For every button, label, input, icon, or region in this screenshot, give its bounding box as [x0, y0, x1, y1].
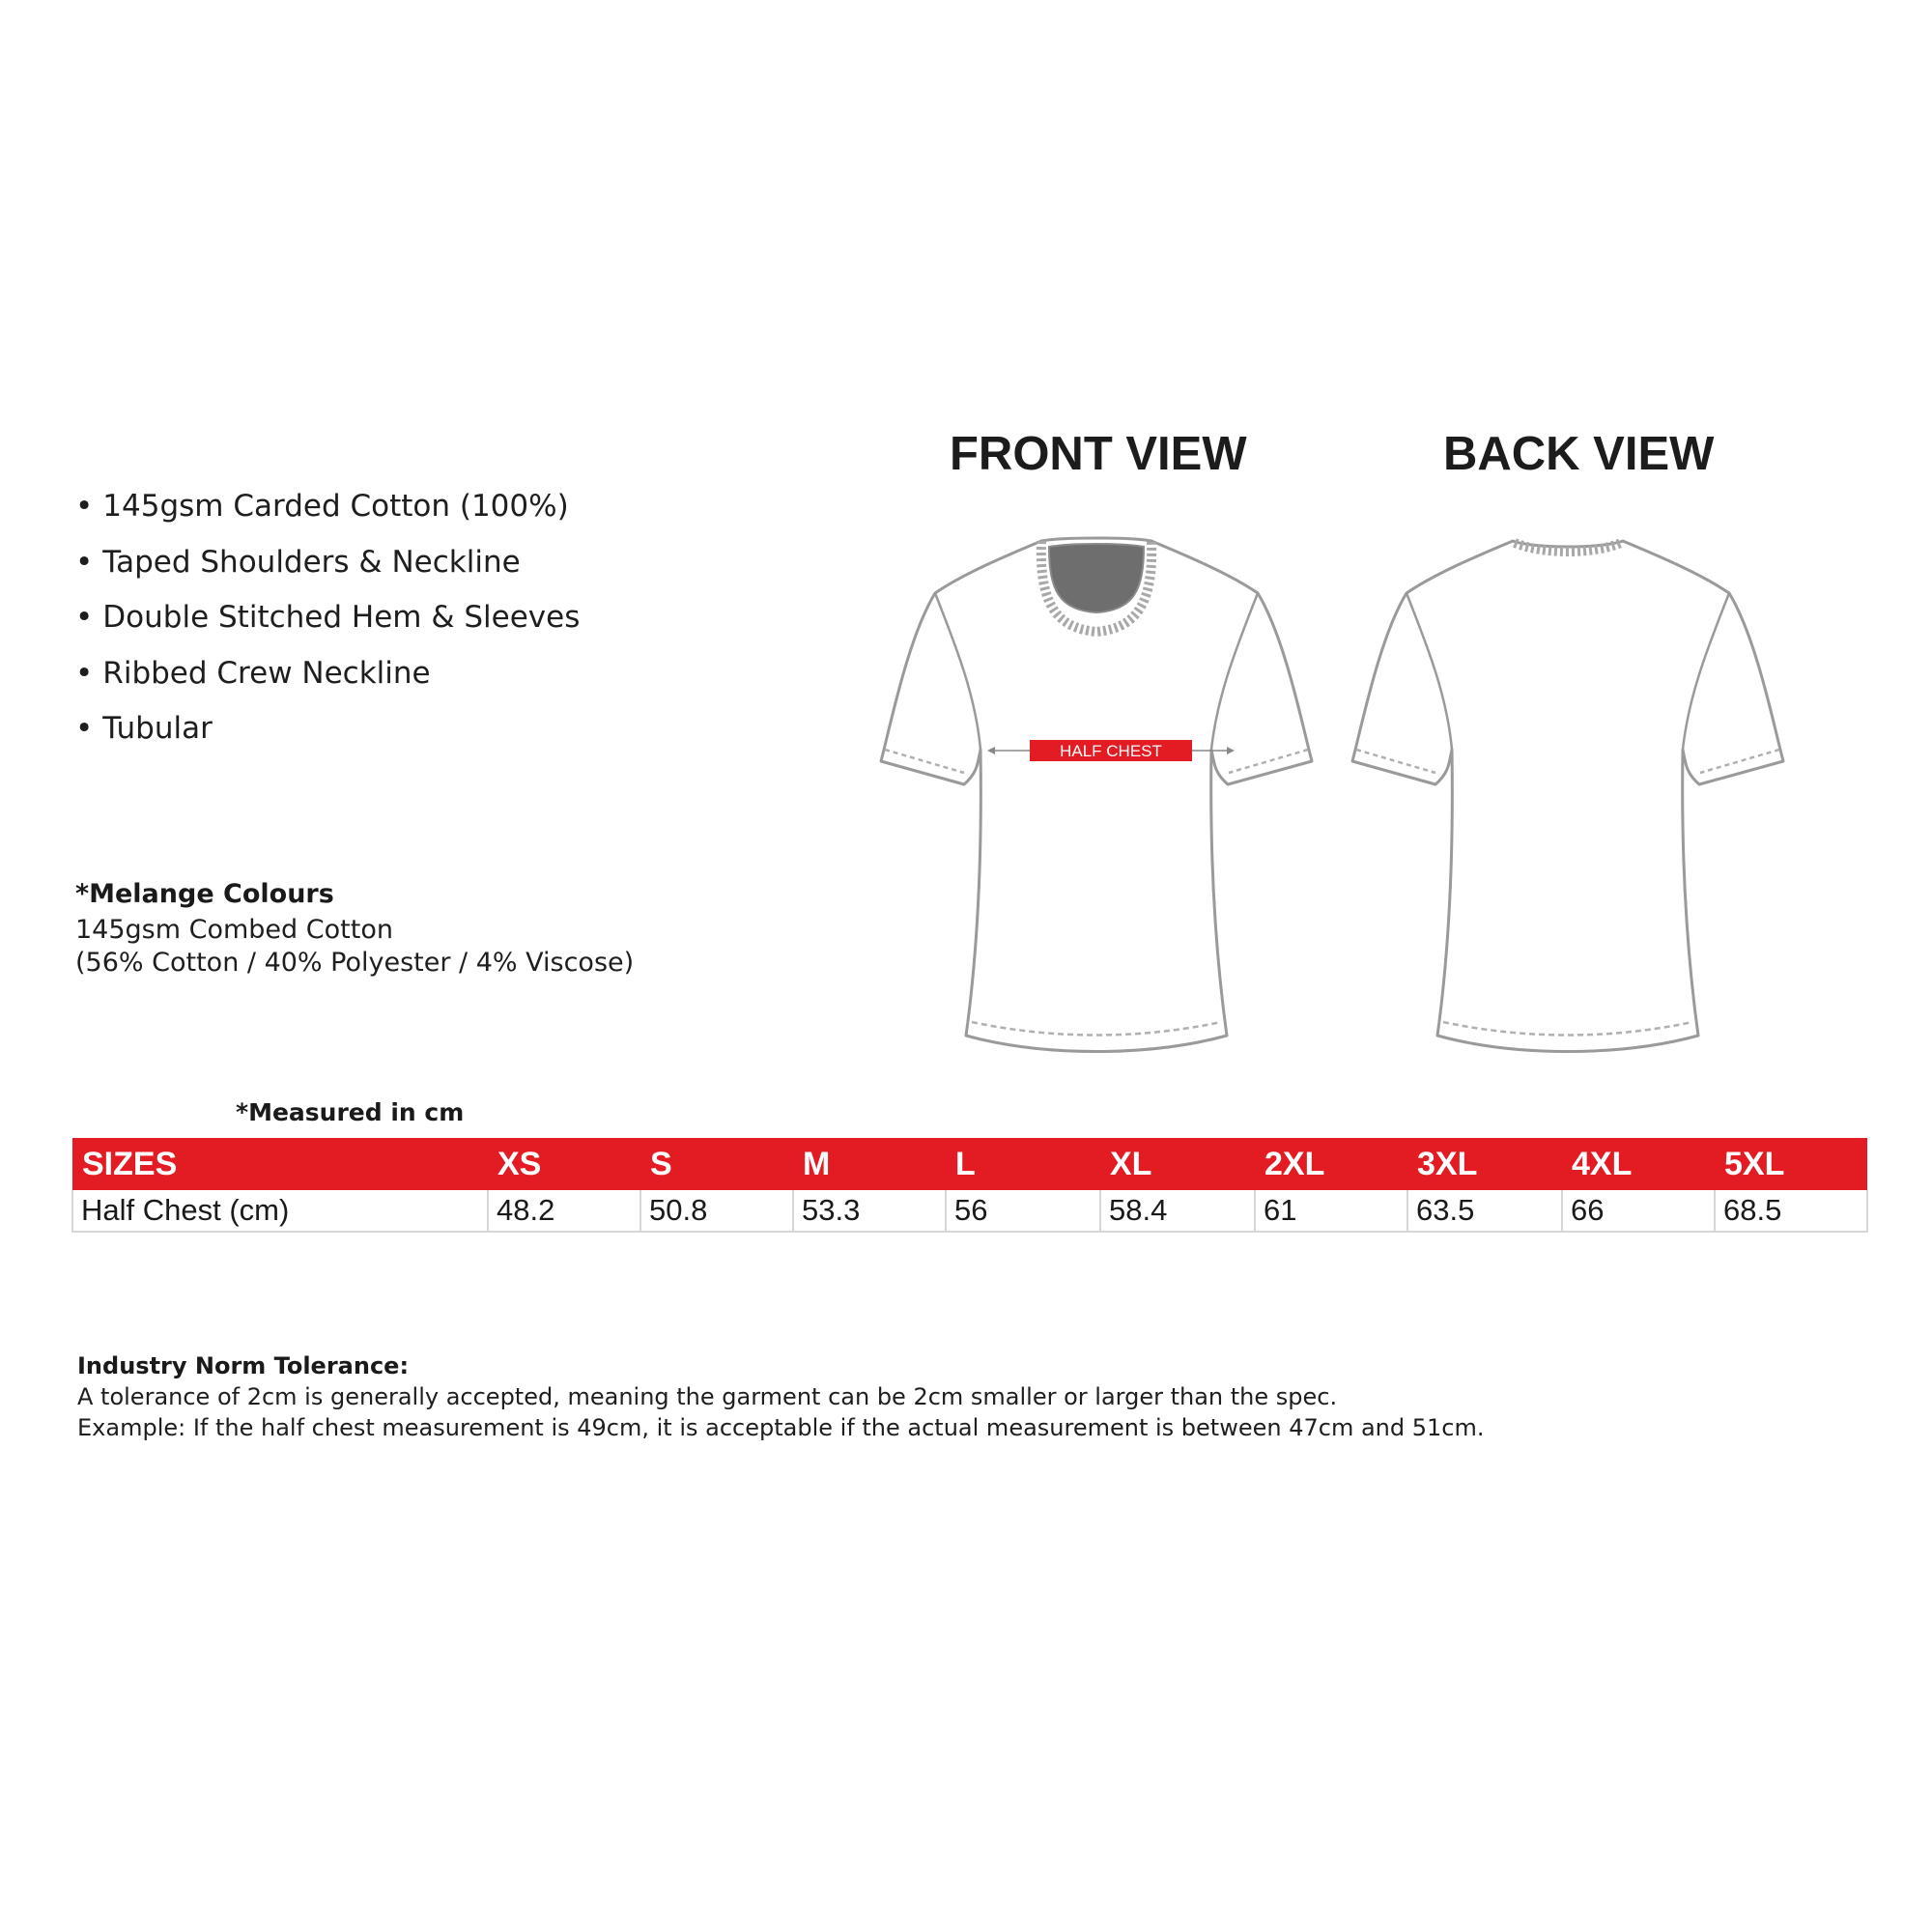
tolerance-note: [77, 1350, 1816, 1443]
melange-title: *Melange Colours: [75, 879, 334, 909]
size-header-l: L: [946, 1138, 1100, 1190]
half-chest-value-xs: 48.2: [488, 1190, 640, 1232]
half-chest-value-s: 50.8: [640, 1190, 793, 1232]
feature-list: [75, 479, 580, 757]
feature-item: [75, 646, 580, 702]
feature-item: [75, 590, 580, 646]
half-chest-label: HALF CHEST: [1060, 742, 1162, 760]
feature-text: Taped Shoulders & Neckline: [102, 544, 521, 580]
half-chest-value-xl: 58.4: [1100, 1190, 1255, 1232]
size-header-m: M: [793, 1138, 946, 1190]
tolerance-text: A tolerance of 2cm is generally accepted, meaning the garment can be 2cm smaller or larger than the spec.: [77, 1383, 1338, 1410]
bullet: •: [75, 544, 94, 580]
size-header-s: S: [640, 1138, 793, 1190]
size-header-xs: XS: [488, 1138, 640, 1190]
size-header-4xl: 4XL: [1562, 1138, 1715, 1190]
back-view-title: BACK VIEW: [1443, 428, 1715, 480]
bullet: •: [75, 489, 94, 524]
bullet: •: [75, 655, 94, 691]
half-chest-value-2xl: 61: [1255, 1190, 1407, 1232]
feature-item: [75, 701, 580, 757]
melange-note: [75, 875, 674, 980]
feature-item: [75, 479, 580, 535]
size-header-5xl: 5XL: [1715, 1138, 1867, 1190]
half-chest-value-3xl: 63.5: [1407, 1190, 1562, 1232]
feature-text: Ribbed Crew Neckline: [102, 655, 431, 691]
half-chest-row: [72, 1190, 1867, 1232]
front-view-title: FRONT VIEW: [950, 428, 1247, 480]
tolerance-heading: Industry Norm Tolerance:: [77, 1352, 410, 1379]
size-header-2xl: 2XL: [1255, 1138, 1407, 1190]
half-chest-value-l: 56: [946, 1190, 1100, 1232]
feature-text: 145gsm Carded Cotton (100%): [102, 489, 569, 524]
feature-text: Double Stitched Hem & Sleeves: [102, 600, 581, 635]
size-header-row: [72, 1138, 1867, 1190]
size-chart-table: [71, 1138, 1868, 1233]
feature-item: [75, 535, 580, 591]
bullet: •: [75, 711, 94, 746]
front-tshirt-illustration: [869, 531, 1333, 1063]
measured-note: *Measured in cm: [236, 1098, 465, 1126]
melange-fabric: 145gsm Combed Cotton: [75, 915, 393, 945]
half-chest-value-m: 53.3: [793, 1190, 946, 1232]
melange-composition: (56% Cotton / 40% Polyester / 4% Viscose): [75, 948, 635, 978]
tolerance-example: Example: If the half chest measurement is 49cm, it is acceptable if the actual measurement is between 47cm and 51cm.: [77, 1414, 1485, 1441]
back-tshirt-illustration: [1341, 531, 1804, 1063]
size-header-xl: XL: [1100, 1138, 1255, 1190]
feature-text: Tubular: [102, 711, 213, 746]
half-chest-value-4xl: 66: [1562, 1190, 1715, 1232]
front-shirt-outline: [881, 538, 1312, 1052]
sizes-header-label: SIZES: [72, 1138, 488, 1190]
bullet: •: [75, 600, 94, 635]
half-chest-row-label: Half Chest (cm): [72, 1190, 488, 1232]
half-chest-value-5xl: 68.5: [1715, 1190, 1867, 1232]
size-header-3xl: 3XL: [1407, 1138, 1562, 1190]
